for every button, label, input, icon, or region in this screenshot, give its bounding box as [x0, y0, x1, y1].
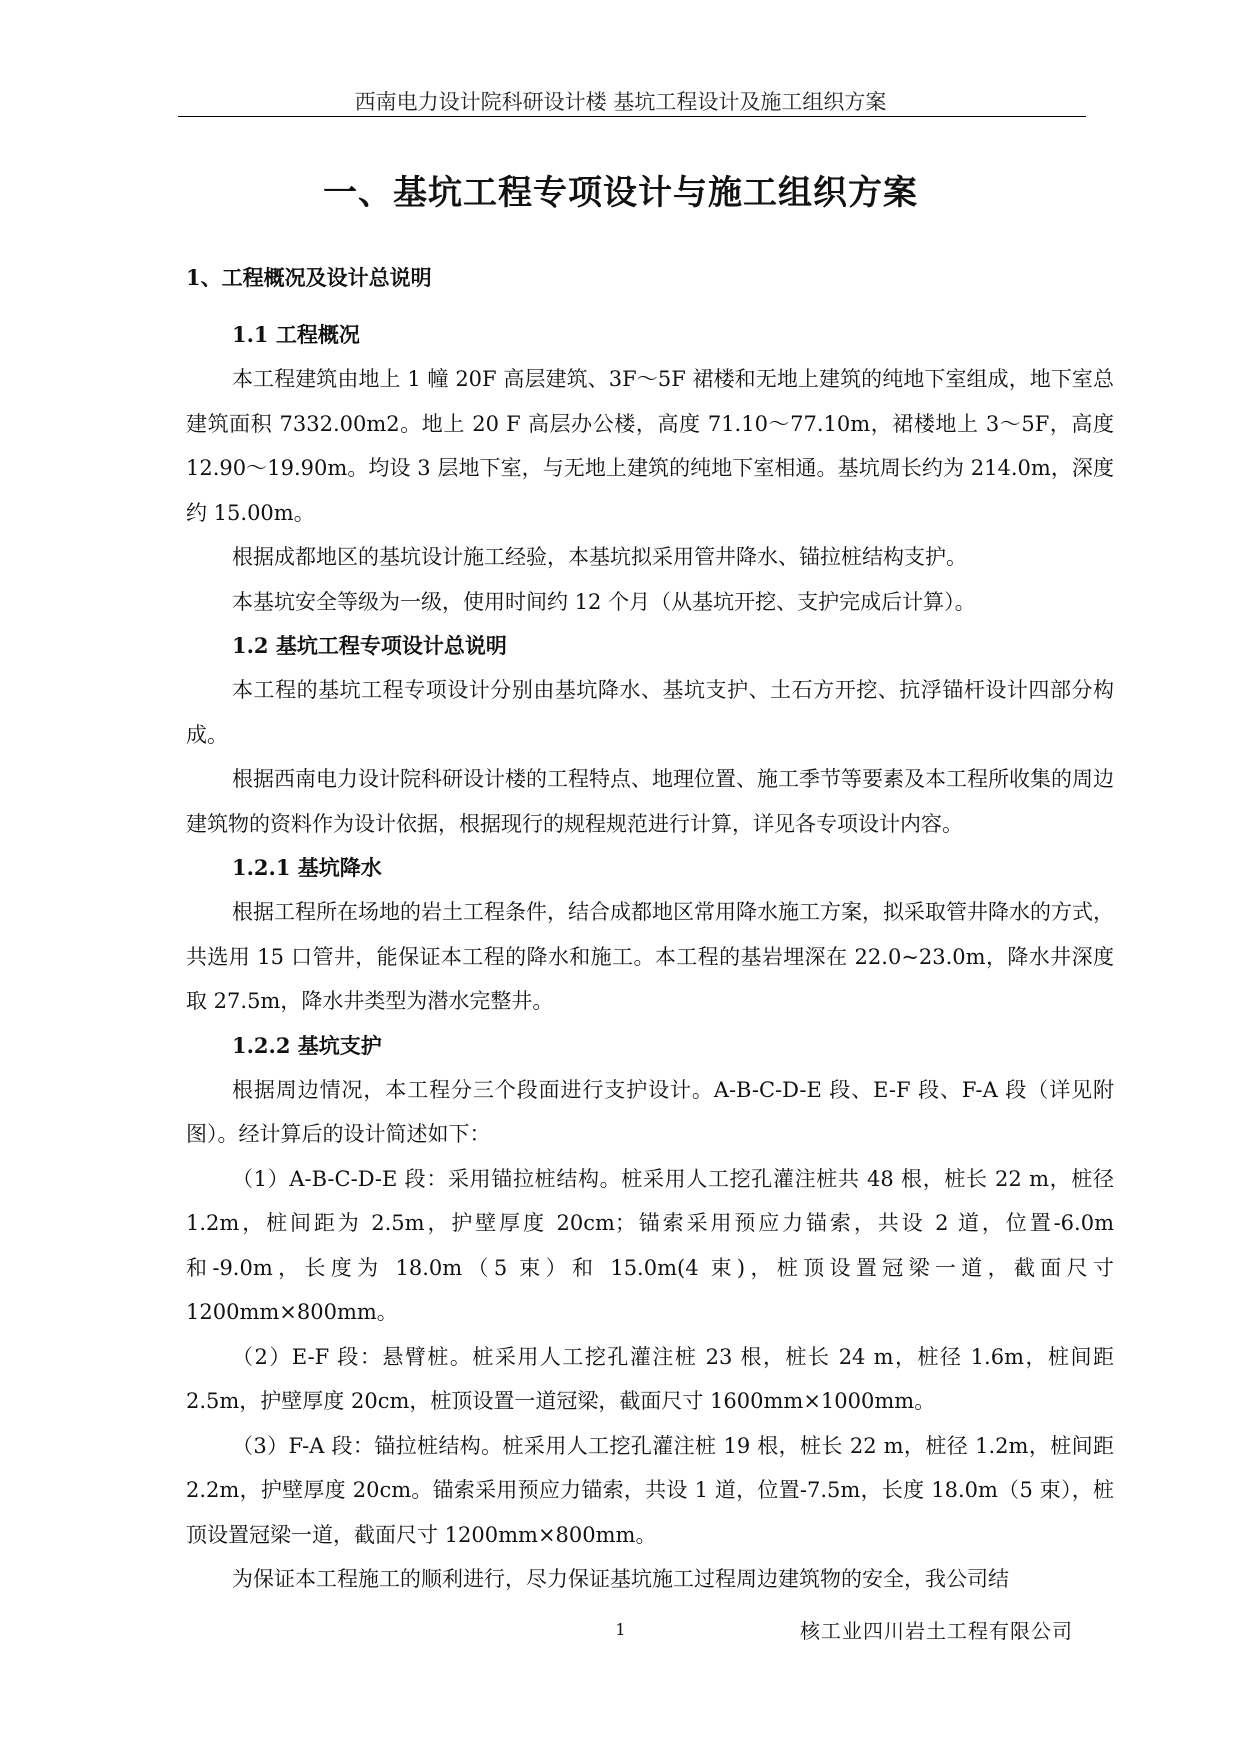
- section-heading-1-2: 1.2 基坑工程专项设计总说明: [232, 633, 507, 658]
- header-divider: [178, 116, 1086, 117]
- paragraph: （3）F-A 段：锚拉桩结构。桩采用人工挖孔灌注桩 19 根，桩长 22 m，桩径 1.2m，桩间距 2.2m，护壁厚度 20cm。锚索采用预应力锚索，共设 1 道，位置-7.5m，长度 18.0m（5 束），桩顶设置冠梁一道，截面尺寸 1200mm×800mm。: [186, 1433, 1114, 1547]
- section-heading-1-2-2: 1.2.2 基坑支护: [232, 1032, 382, 1058]
- paragraph: （1）A-B-C-D-E 段：采用锚拉桩结构。桩采用人工挖孔灌注桩共 48 根，桩长 22 m，桩径 1.2m，桩间距为 2.5m，护壁厚度 20cm；锚索采用预应力锚索，共设 2 道，位置-6.0m 和-9.0m，长度为 18.0m（5 束）和 15.0m(4 束)，桩顶设置冠梁一道，截面尺寸 1200mm×800mm。: [186, 1166, 1114, 1324]
- paragraph: 为保证本工程施工的顺利进行，尽力保证基坑施工过程周边建筑物的安全，我公司结: [232, 1567, 1009, 1591]
- document-title: 一、基坑工程专项设计与施工组织方案: [323, 173, 918, 213]
- paragraph: 本工程的基坑工程专项设计分别由基坑降水、基坑支护、土石方开挖、抗浮锚杆设计四部分构成。: [186, 678, 1114, 747]
- document-body: [186, 257, 1114, 1602]
- running-header: 西南电力设计院科研设计楼 基坑工程设计及施工组织方案: [354, 90, 887, 114]
- paragraph: 根据西南电力设计院科研设计楼的工程特点、地理位置、施工季节等要素及本工程所收集的周边建筑物的资料作为设计依据，根据现行的规程规范进行计算，详见各专项设计内容。: [186, 767, 1114, 836]
- paragraph: （2）E-F 段：悬臂桩。桩采用人工挖孔灌注桩 23 根，桩长 24 m，桩径 1.6m，桩间距 2.5m，护壁厚度 20cm，桩顶设置一道冠梁，截面尺寸 1600mm×1000mm。: [186, 1344, 1114, 1413]
- section-heading-1: 1、工程概况及设计总说明: [186, 265, 432, 290]
- paragraph: 根据成都地区的基坑设计施工经验，本基坑拟采用管井降水、锚拉桩结构支护。: [232, 545, 967, 569]
- page-number: 1: [615, 1620, 626, 1639]
- paragraph: 本工程建筑由地上 1 幢 20F 高层建筑、3F～5F 裙楼和无地上建筑的纯地下室组成，地下室总建筑面积 7332.00m2。地上 20 F 高层办公楼，高度 71.10～77.10m，裙楼地上 3～5F，高度 12.90～19.90m。均设 3 层地下室，与无地上建筑的纯地下室相通。基坑周长约为 214.0m，深度约 15.00m。: [186, 367, 1114, 525]
- footer-company-name: 核工业四川岩土工程有限公司: [800, 1619, 1073, 1643]
- section-heading-1-1: 1.1 工程概况: [232, 322, 360, 347]
- section-heading-1-2-1: 1.2.1 基坑降水: [232, 855, 382, 880]
- paragraph: 根据工程所在场地的岩土工程条件，结合成都地区常用降水施工方案，拟采取管井降水的方式，共选用 15 口管井，能保证本工程的降水和施工。本工程的基岩埋深在 22.0~23.0m，降水井深度取 27.5m，降水井类型为潜水完整井。: [186, 900, 1114, 1013]
- paragraph: 根据周边情况，本工程分三个段面进行支护设计。A-B-C-D-E 段、E-F 段、F-A 段（详见附图）。经计算后的设计简述如下：: [186, 1077, 1114, 1146]
- paragraph: 本基坑安全等级为一级，使用时间约 12 个月（从基坑开挖、支护完成后计算）。: [232, 589, 976, 614]
